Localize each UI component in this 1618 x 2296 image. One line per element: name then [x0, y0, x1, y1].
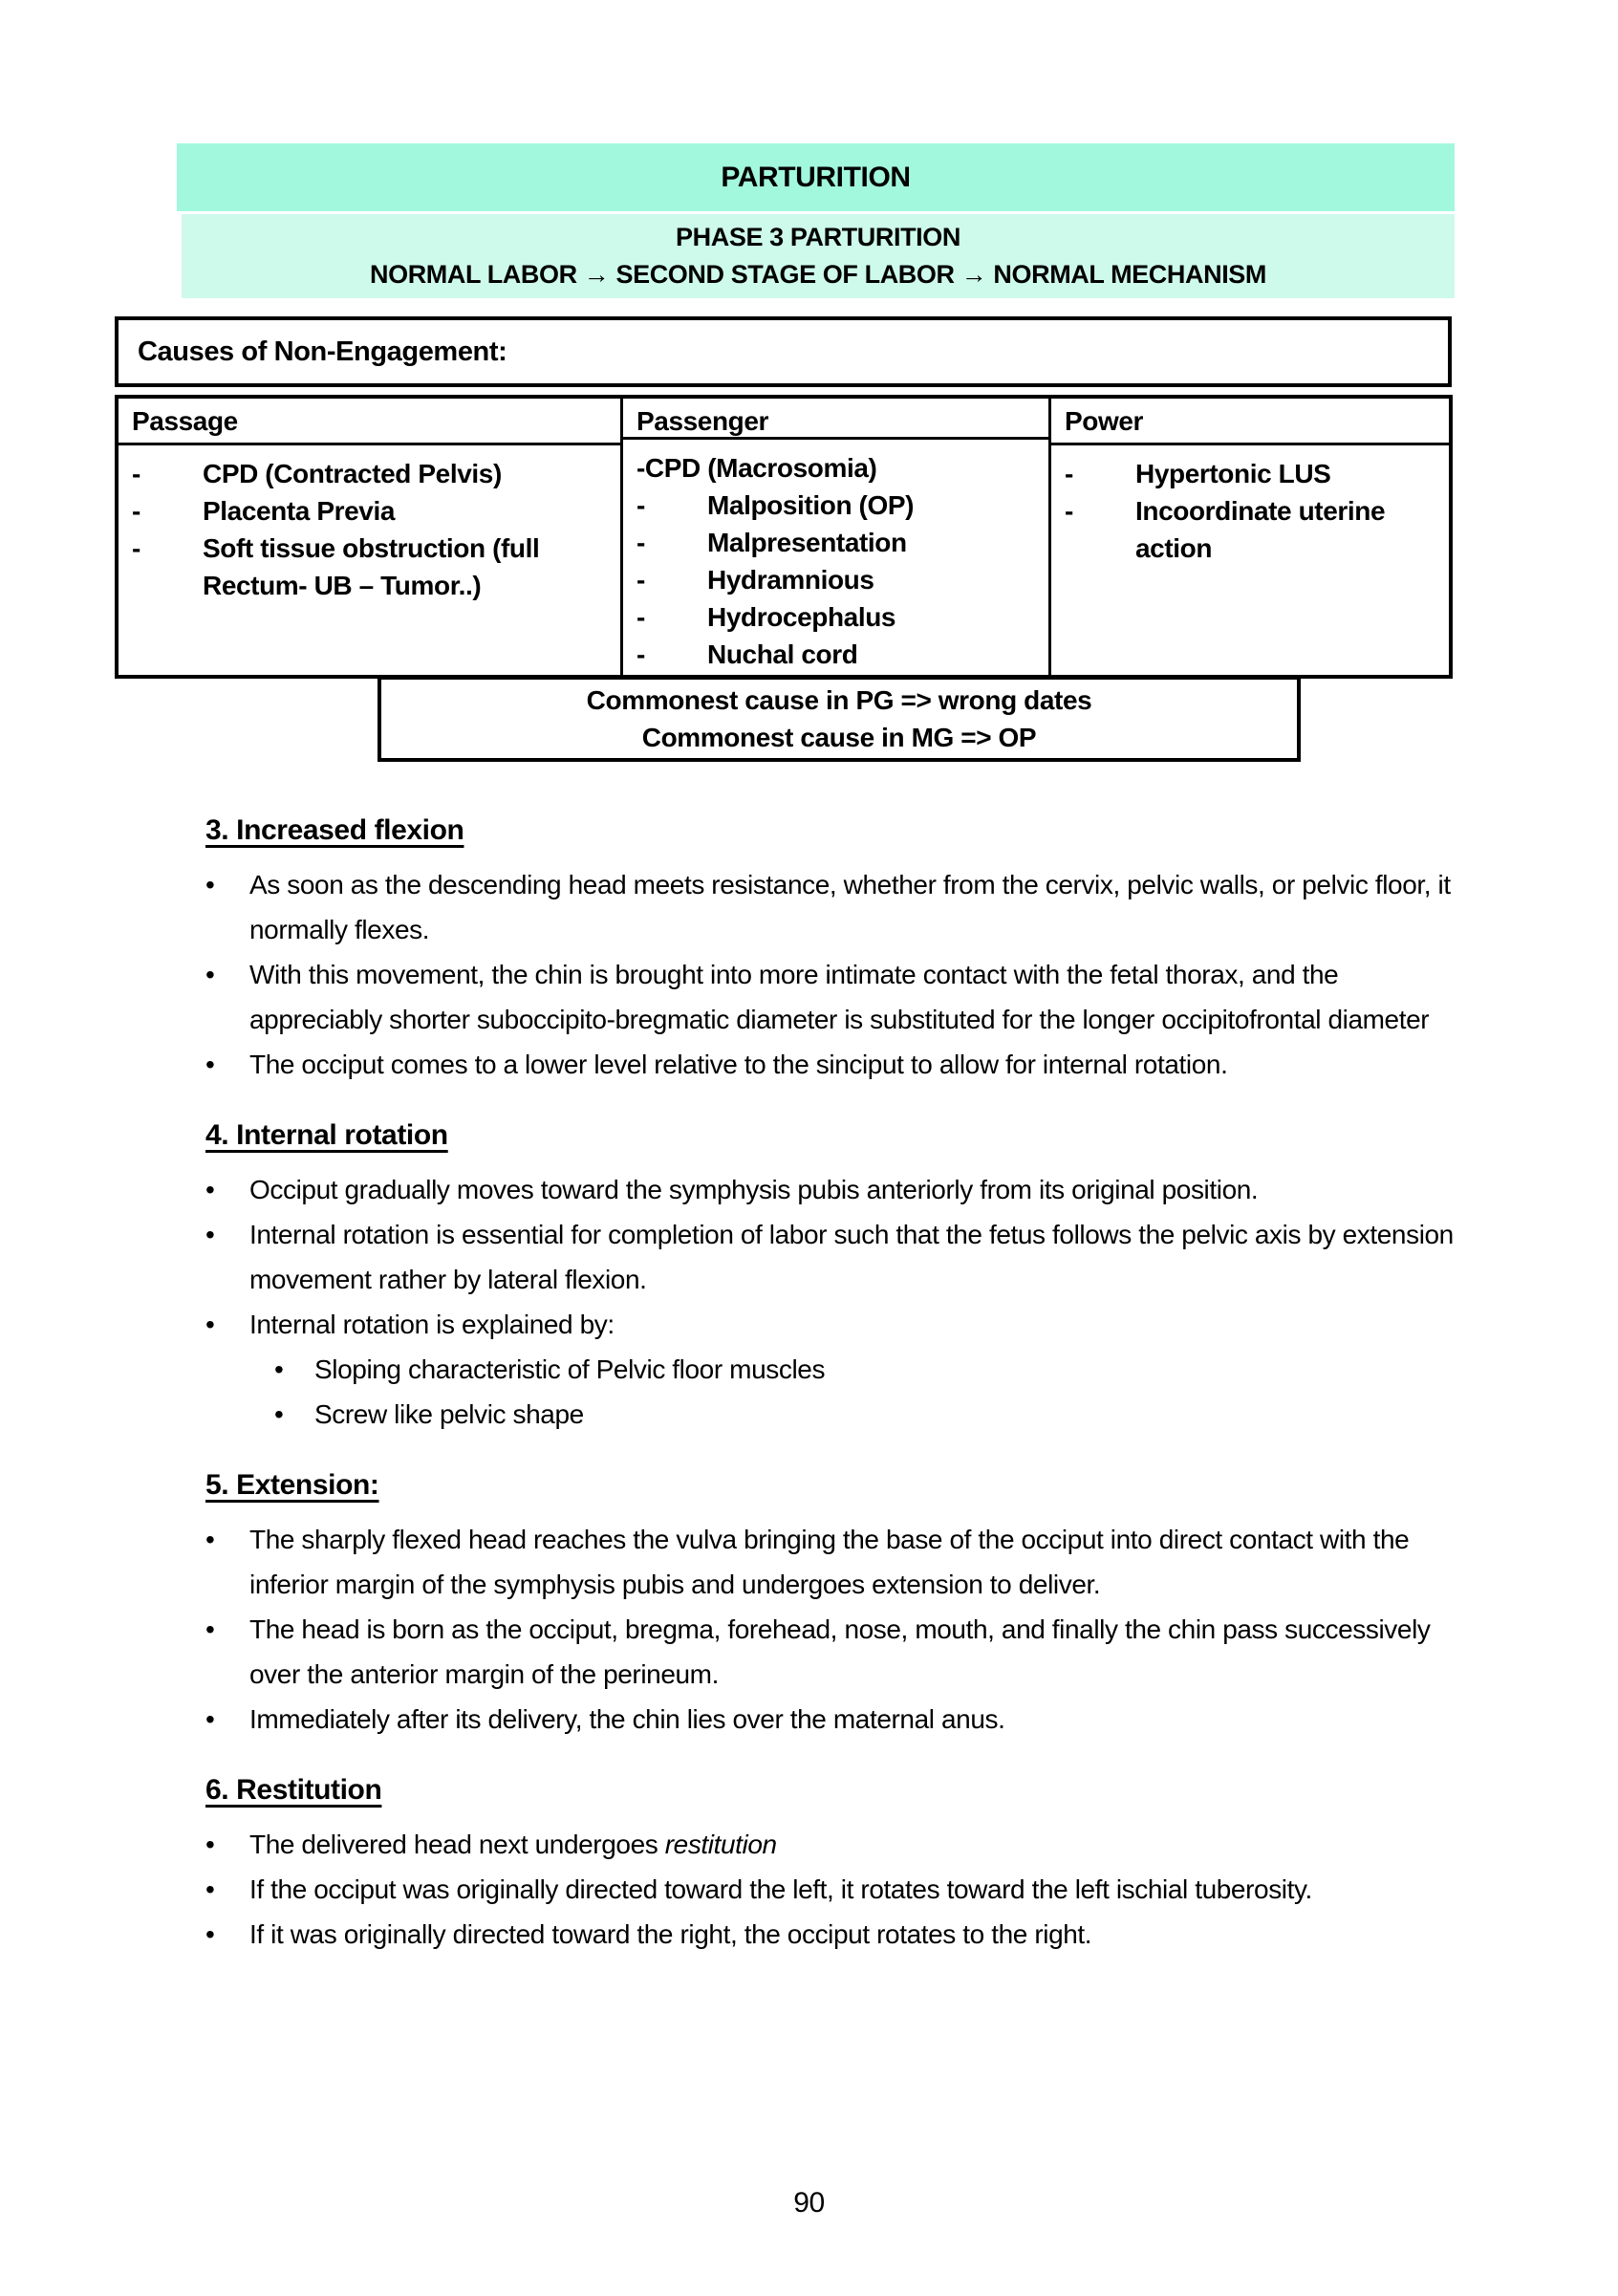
table-item: [636, 487, 1041, 524]
bullet-item: [205, 1607, 1459, 1697]
sub-bullet-text: Sloping characteristic of Pelvic floor muscles: [314, 1354, 826, 1384]
bullet-text-segment: The head is born as the occiput, bregma, forehead, nose, mouth, and finally the chin pass successively over the anterior margin of the perineum.: [249, 1614, 1431, 1689]
bullet-marker-icon: •: [205, 1050, 215, 1079]
table-column-passage: [119, 399, 623, 675]
dash-marker: -: [636, 528, 645, 557]
page-number: 90: [793, 2187, 825, 2219]
table-item: [636, 598, 1041, 636]
table-item: [132, 455, 613, 492]
bullet-item: [205, 1822, 1459, 1867]
table-column-power: [1051, 399, 1449, 675]
section-heading: 6. Restitution: [205, 1774, 382, 1806]
table-item-text: Hydramnious: [707, 565, 874, 595]
sub-bullet-item: [274, 1392, 1459, 1437]
dash-marker: -: [132, 496, 140, 526]
phase-banner-line1: PHASE 3 PARTURITION: [676, 223, 960, 251]
section: [205, 1774, 1459, 1957]
bullet-text-segment: Occiput gradually moves toward the symphysis pubis anteriorly from its original position.: [249, 1175, 1259, 1204]
table-item: [1065, 455, 1441, 492]
phase-banner: [182, 214, 1455, 298]
causes-box-label: Causes of Non-Engagement:: [138, 336, 507, 367]
sub-bullet-text: Screw like pelvic shape: [314, 1399, 584, 1429]
bullet-marker-icon: •: [274, 1354, 284, 1384]
table-column-header: Power: [1051, 399, 1449, 445]
table-column-passenger: [623, 399, 1051, 675]
table-item: [132, 530, 613, 604]
section-heading: 3. Increased flexion: [205, 814, 464, 846]
dash-marker: -: [636, 602, 645, 632]
bullet-marker-icon: •: [205, 1874, 215, 1904]
bullet-marker-icon: •: [205, 960, 215, 989]
table-item-text: Soft tissue obstruction (full Rectum- UB – Tumor..): [203, 533, 540, 600]
table-item-text: Malpresentation: [707, 528, 907, 557]
bullet-marker-icon: •: [205, 1830, 215, 1859]
bullet-text-segment: The sharply flexed head reaches the vulva bringing the base of the occiput into direct contact with the inferior margin of the symphysis pubis and undergoes extension to deliver.: [249, 1525, 1410, 1599]
table-item-text: Incoordinate uterine action: [1135, 496, 1386, 563]
phase-banner-line2: NORMAL LABOR → SECOND STAGE OF LABOR → NORMAL MECHANISM: [370, 260, 1266, 289]
bullet-text-segment: The delivered head next undergoes: [249, 1830, 665, 1859]
table-item-text: Malposition (OP): [707, 490, 915, 520]
bullet-marker-icon: •: [205, 1704, 215, 1734]
bullet-text-segment: With this movement, the chin is brought into more intimate contact with the fetal thorax, and the appreciably shorter suboccipito-bregmatic diameter is substituted for the longer occipitofrontal diameter: [249, 960, 1430, 1034]
bullet-text: [249, 1607, 1459, 1697]
body-sections: [205, 814, 1459, 1989]
bullet-marker-icon: •: [205, 1175, 215, 1204]
dash-marker: -: [132, 459, 140, 488]
table-column-body: [623, 440, 1048, 679]
bullet-text-segment: As soon as the descending head meets resistance, whether from the cervix, pelvic walls, or pelvic floor, it normally flexes.: [249, 870, 1451, 944]
bullet-item: [205, 1167, 1459, 1212]
table-item: [636, 636, 1041, 673]
table-column-body: [119, 445, 620, 610]
table-column-body: [1051, 445, 1449, 573]
bullet-text-segment: If it was originally directed toward the right, the occiput rotates to the right.: [249, 1919, 1092, 1949]
bullet-text: [249, 1517, 1459, 1607]
bullet-item: [205, 1302, 1459, 1347]
bullet-text: [249, 1302, 1459, 1347]
section-heading: 5. Extension:: [205, 1469, 379, 1501]
bullet-text: [249, 1212, 1459, 1302]
bullet-text-segment: Internal rotation is essential for completion of labor such that the fetus follows the pelvic axis by extension movement rather by lateral flexion.: [249, 1220, 1454, 1294]
commonest-cause-note-box: [378, 676, 1301, 762]
bullet-marker-icon: •: [205, 1310, 215, 1339]
causes-table: [115, 395, 1453, 679]
bullet-text-segment: If the occiput was originally directed toward the left, it rotates toward the left ischial tuberosity.: [249, 1874, 1312, 1904]
dash-marker: -: [636, 490, 645, 520]
section: [205, 1119, 1459, 1437]
bullet-marker-icon: •: [205, 1614, 215, 1644]
note-line2: Commonest cause in MG => OP: [641, 723, 1037, 752]
bullet-item: [205, 1042, 1459, 1087]
bullet-item: [205, 1212, 1459, 1302]
bullet-text-segment: Internal rotation is explained by:: [249, 1310, 615, 1339]
title-banner: [177, 143, 1455, 211]
bullet-marker-icon: •: [205, 1525, 215, 1554]
dash-marker: -: [636, 565, 645, 595]
bullet-marker-icon: •: [205, 1220, 215, 1249]
section-heading: 4. Internal rotation: [205, 1119, 448, 1151]
dash-marker: -: [1065, 459, 1073, 488]
page-title: PARTURITION: [721, 161, 911, 193]
bullet-text: [249, 952, 1459, 1042]
bullet-item: [205, 1697, 1459, 1742]
table-item-text: Placenta Previa: [203, 496, 396, 526]
table-item: [636, 561, 1041, 598]
dash-marker: -: [1065, 496, 1073, 526]
bullet-marker-icon: •: [274, 1399, 284, 1429]
table-item-text: Hydrocephalus: [707, 602, 896, 632]
bullet-text: [249, 1042, 1459, 1087]
bullet-text: [249, 1822, 1459, 1867]
note-line1: Commonest cause in PG => wrong dates: [586, 685, 1092, 715]
bullet-text: [249, 1167, 1459, 1212]
section: [205, 814, 1459, 1087]
bullet-text-segment: restitution: [664, 1830, 777, 1859]
table-item: -CPD (Macrosomia): [636, 453, 877, 483]
bullet-text-segment: Immediately after its delivery, the chin lies over the maternal anus.: [249, 1704, 1005, 1734]
table-item: [636, 524, 1041, 561]
bullet-text-segment: The occiput comes to a lower level relative to the sinciput to allow for internal rotation.: [249, 1050, 1228, 1079]
table-item: [132, 492, 613, 530]
bullet-item: [205, 952, 1459, 1042]
bullet-item: [205, 1867, 1459, 1912]
dash-marker: -: [636, 639, 645, 669]
table-item: [1065, 492, 1441, 567]
bullet-item: [205, 862, 1459, 952]
bullet-marker-icon: •: [205, 1919, 215, 1949]
bullet-text: [249, 1697, 1459, 1742]
bullet-item: [205, 1517, 1459, 1607]
table-column-header: Passage: [119, 399, 620, 445]
causes-of-non-engagement-box: [115, 316, 1452, 387]
bullet-text: [249, 1912, 1459, 1957]
section: [205, 1469, 1459, 1742]
sub-bullet-item: [274, 1347, 1459, 1392]
dash-marker: -: [132, 533, 140, 563]
table-item-text: Nuchal cord: [707, 639, 858, 669]
bullet-text: [249, 862, 1459, 952]
bullet-text: [249, 1867, 1459, 1912]
bullet-marker-icon: •: [205, 870, 215, 899]
bullet-item: [205, 1912, 1459, 1957]
table-item-text: CPD (Contracted Pelvis): [203, 459, 502, 488]
table-column-header: Passenger: [623, 399, 1048, 440]
table-item-text: Hypertonic LUS: [1135, 459, 1331, 488]
